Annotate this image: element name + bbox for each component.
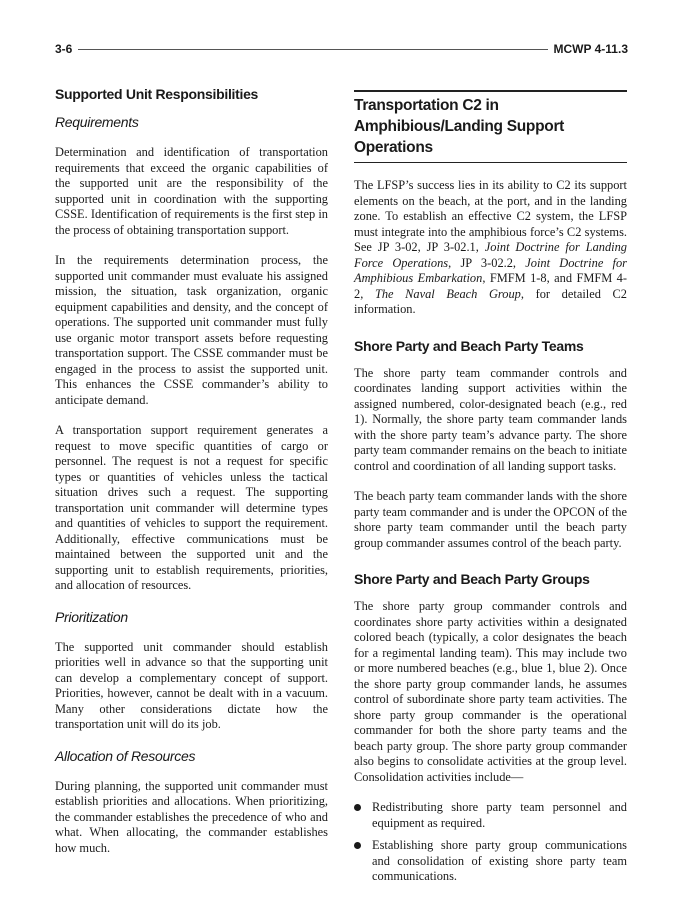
subsection-heading: Prioritization bbox=[55, 608, 128, 625]
paragraph: The beach party team commander lands with the shore party team commander and is under the OPCON of the shore party team commander until the beach party group commander assumes control of the beach party. bbox=[354, 489, 627, 550]
text: , FMFM 1-8, and FMFM 4-2, bbox=[354, 271, 628, 301]
paragraph: A transportation support requirement generates a request to move specific quantities of cargo or personnel. The request is not a request for specific types or quantities of vehicles unless the tactical situation drives such a request. The supporting transportation unit commander will determine types and quantities of vehicles to support the requirement. Additionally, effective communications must be maintained between the supported unit and the supporting unit to establish requirements, priorities, and allocation of resources. bbox=[55, 423, 328, 592]
list-item bbox=[354, 800, 627, 831]
paragraph: Determination and identification of transportation requirements that exceed the organic capabilities of the supported unit are the responsibility of the supported unit in coordination with the supporting CSSE. Identification of requirements is the first step in the process of obtaining transportation support. bbox=[55, 145, 328, 237]
section-title: Transportation C2 in Amphibious/Landing Support Operations bbox=[354, 90, 627, 163]
list-item bbox=[354, 838, 627, 885]
paragraph: In the requirements determination process, the supported unit commander must evaluate his assigned mission, the situation, task organization, organic equipment capabilities and density, and the concept of operations. The supported unit commander must fully use organic motor transport assets before requesting transportation support. The CSSE commander must be engaged in the process to assist the supported unit. This enhances the CSSE commander’s ability to anticipate demand. bbox=[55, 253, 328, 407]
list-item-text: Redistributing shore party team personnel and equipment as required. bbox=[372, 800, 627, 830]
publication-title: Joint Doctrine for Landing Force Operations bbox=[354, 240, 628, 270]
section-title: Supported Unit Responsibilities bbox=[55, 86, 259, 102]
document-id: MCWP 4-11.3 bbox=[553, 42, 628, 56]
header-rule bbox=[78, 49, 547, 50]
left-column bbox=[55, 86, 328, 871]
publication-title: The Naval Beach Group bbox=[374, 286, 521, 301]
subsection-heading: Allocation of Resources bbox=[55, 747, 196, 764]
subsection-heading: Shore Party and Beach Party Teams bbox=[354, 337, 584, 354]
bullet-list bbox=[354, 800, 627, 885]
paragraph: The shore party group commander controls and coordinates shore party activities within a designated colored beach (typically, a color designates the beach for a regimental landing team). This may include two or more numbered beaches (e.g., blue 1, blue 2). Once the shore party group commander lands, he assumes control of subordinate shore party team activities. The shore party group commander is the operational commander for both the shore party teams and the beach party group. The shore party group commander also begins to consolidate activities at the group level. Consolidation activities include— bbox=[354, 599, 627, 784]
subsection-heading: Shore Party and Beach Party Groups bbox=[354, 571, 590, 587]
paragraph: The supported unit commander should establish priorities well in advance so that the supporting unit can develop a complementary concept of support. Priorities, however, cannot be dealt with in a vacuum. Many other considerations dictate how the transportation unit will do its job. bbox=[55, 639, 328, 731]
page-number: 3-6 bbox=[55, 42, 73, 56]
running-header bbox=[55, 42, 628, 56]
paragraph: The shore party team commander controls and coordinates landing support activities within the assigned numbered, color-designated beach (e.g., red 1). Normally, the shore party team commander lands with the shore party team’s advance party. The shore party team commander remains on the beach to initiate control and coordination of all landing support tasks. bbox=[354, 365, 627, 473]
list-item-text: Establishing shore party group communications and consolidation of existing shore party team communications. bbox=[372, 838, 627, 883]
bullet-icon bbox=[354, 804, 361, 811]
text: The LFSP’s success lies in its ability to C2 its support elements on the beach, at the port, and in the landing zone. To establish an effective C2 system, the LFSP must integrate into the amphibious force’s C2 systems. See JP 3-02, JP 3-02.1, bbox=[354, 178, 627, 254]
intro-paragraph bbox=[354, 178, 627, 318]
paragraph: During planning, the supported unit commander must establish priorities and allocations. When prioritizing, the commander establishes the precedence of who and what. When allocating, the commander establishes how much. bbox=[55, 778, 328, 855]
subsection-heading: Requirements bbox=[55, 114, 139, 130]
text: , for detailed C2 information. bbox=[354, 286, 627, 316]
text: , JP 3-02.2, bbox=[448, 255, 526, 270]
bullet-icon bbox=[354, 842, 361, 849]
right-column bbox=[354, 90, 627, 892]
publication-title: Joint Doctrine for Amphibious Embarkation bbox=[354, 255, 628, 285]
